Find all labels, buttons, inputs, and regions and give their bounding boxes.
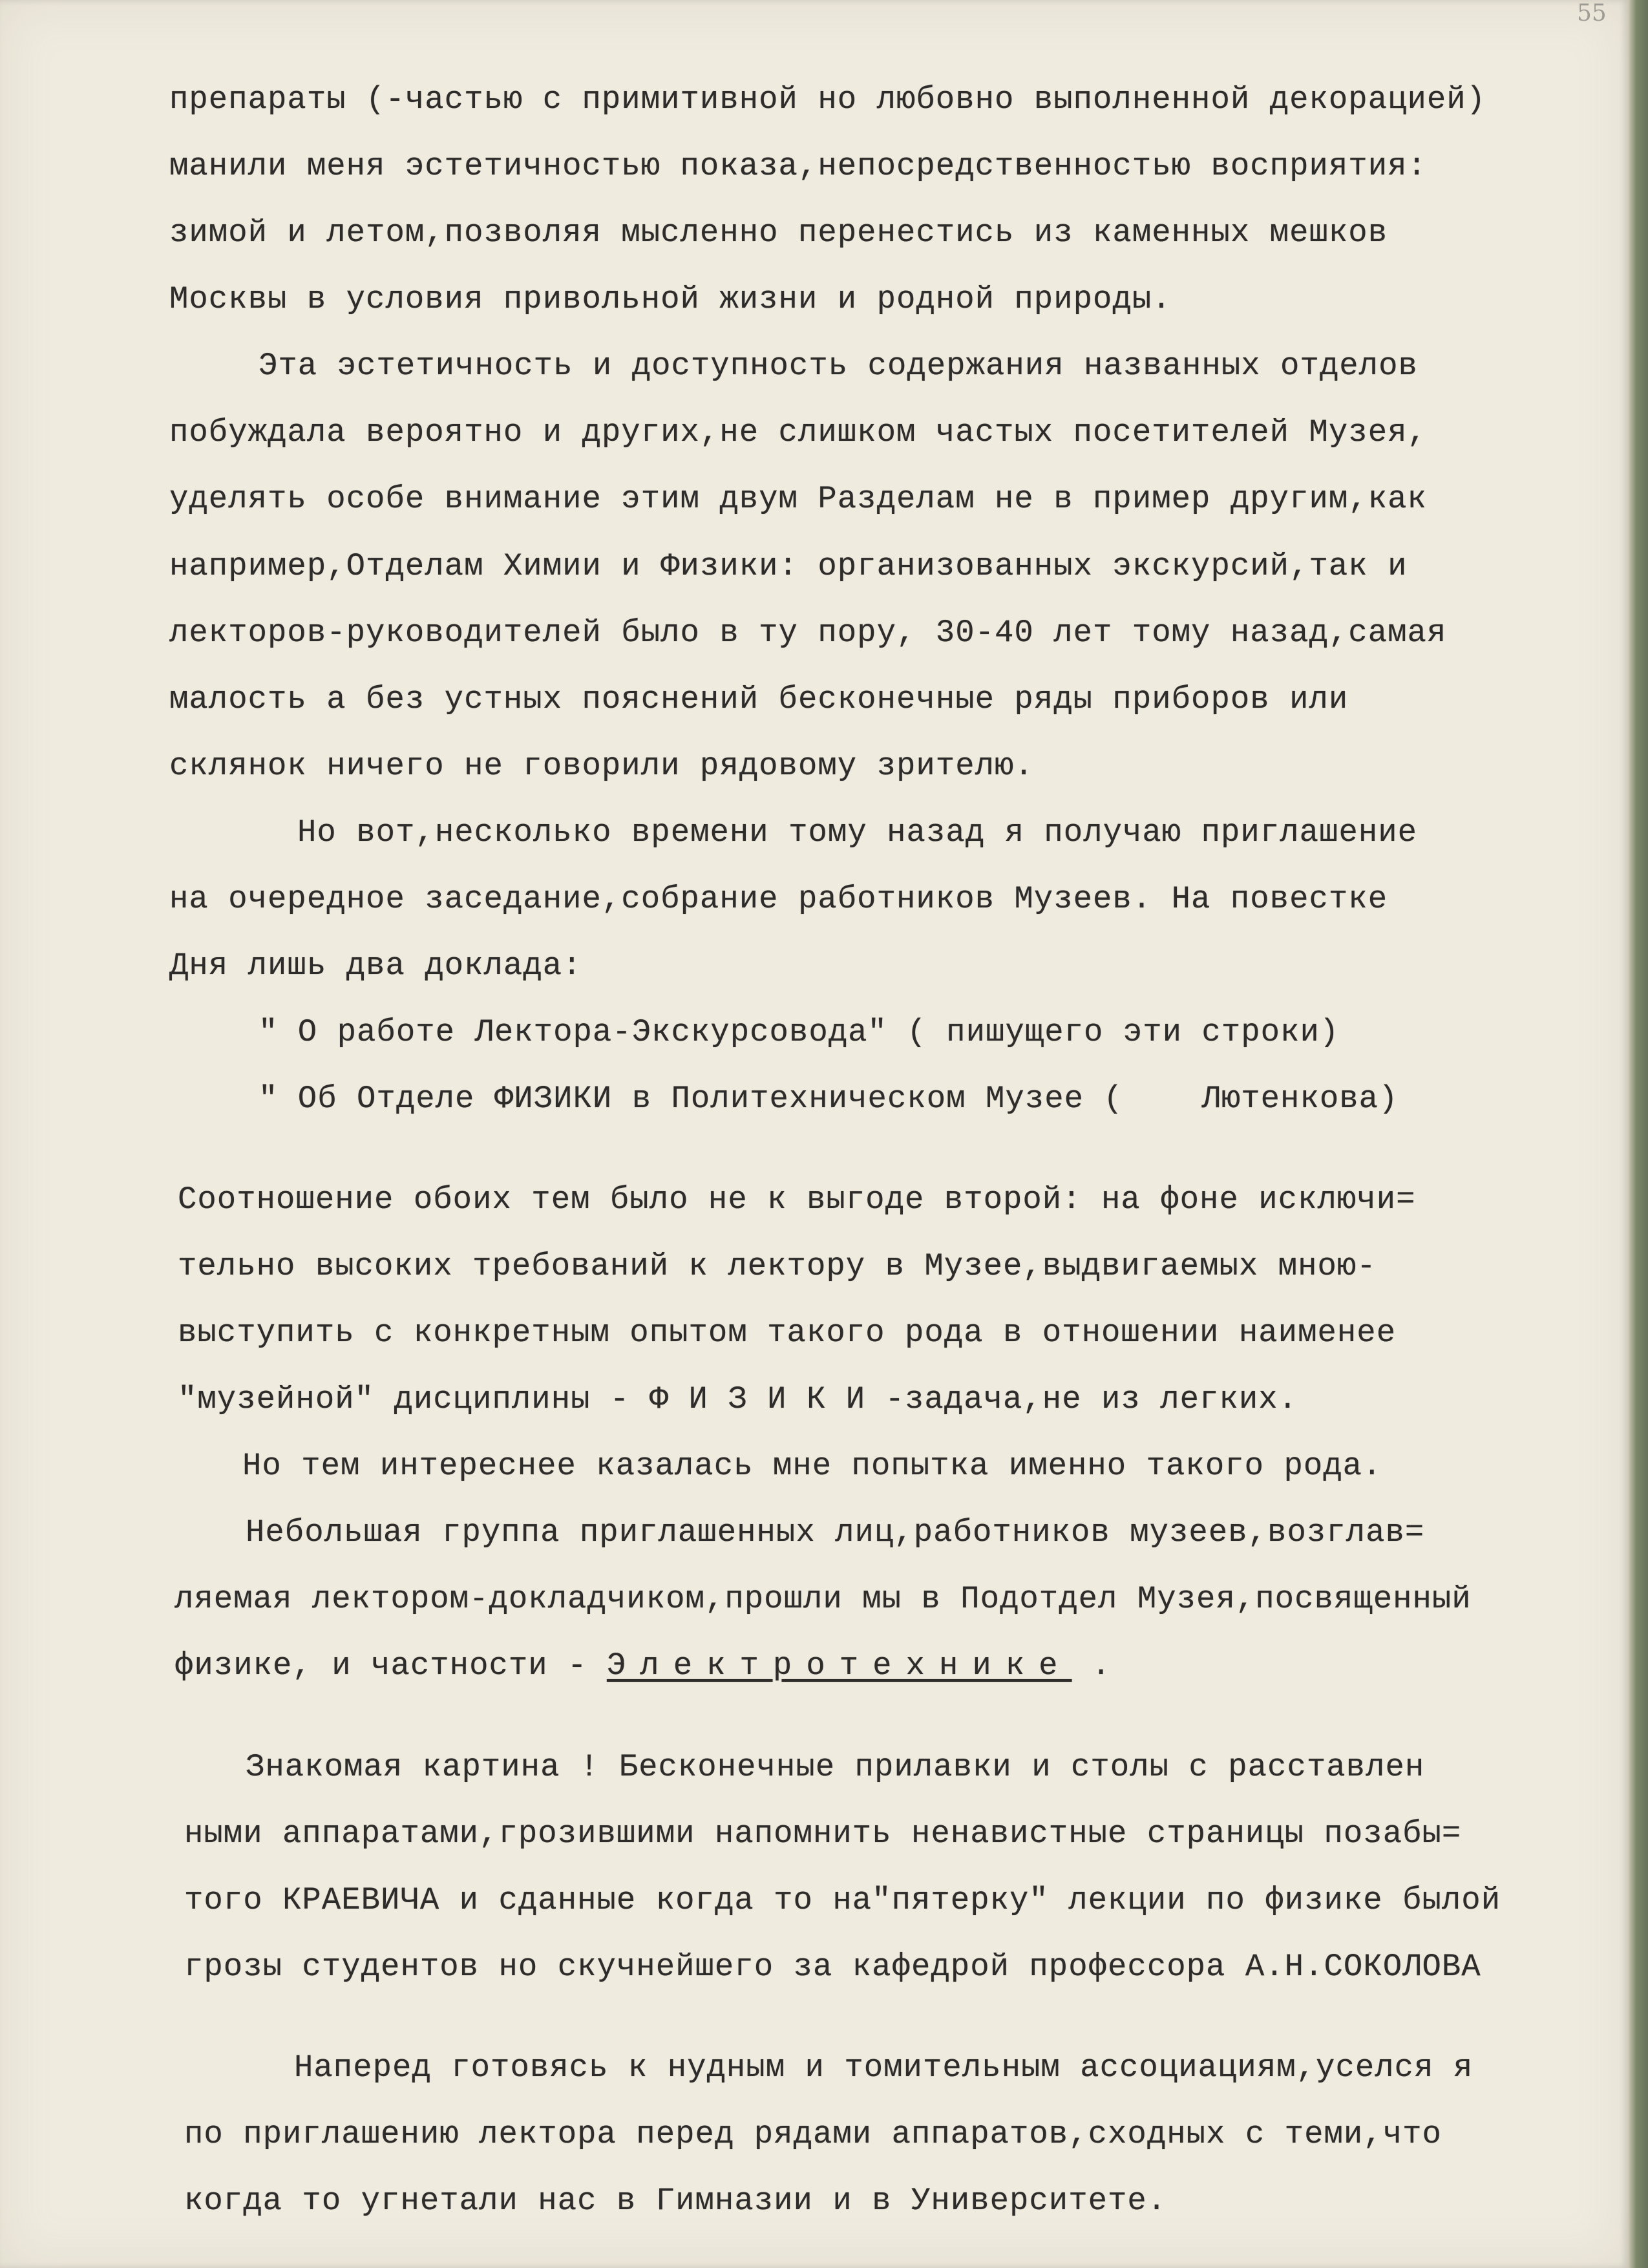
text-line: "музейной" дисциплины - Ф И З И К И -задача,не из легких. bbox=[178, 1381, 1298, 1417]
text-line: малость а без устных пояснений бесконечные ряды приборов или bbox=[169, 681, 1349, 717]
text-line: склянок ничего не говорили рядовому зрителю. bbox=[169, 748, 1034, 784]
text-line: того КРАЕВИЧА и сданные когда то на"пятерку" лекции по физике былой bbox=[184, 1882, 1501, 1918]
text-line: по приглашению лектора перед рядами аппаратов,сходных с теми,что bbox=[184, 2116, 1442, 2152]
emphasized-word: Электротехнике bbox=[606, 1648, 1072, 1684]
text-line: Соотношение обоих тем было не к выгоде второй: на фоне исключи= bbox=[178, 1182, 1416, 1218]
agenda-item: " О работе Лектора-Экскурсовода" ( пишущего эти строки) bbox=[259, 1014, 1340, 1050]
text-line: например,Отделам Химии и Физики: организованных экскурсий,так и bbox=[169, 548, 1408, 584]
text-line: ными аппаратами,грозившими напомнить ненавистные страницы позабы= bbox=[184, 1816, 1462, 1852]
text-line: уделять особе внимание этим двум Разделам не в пример другим,как bbox=[169, 481, 1427, 517]
text-line bbox=[174, 1650, 1111, 1682]
text-line: Наперед готовясь к нудным и томительным ассоциациям,уселся я bbox=[294, 2050, 1474, 2086]
text-line: лекторов-руководителей было в ту пору, 30-40 лет тому назад,самая bbox=[169, 615, 1447, 651]
scan-background-edge bbox=[1629, 0, 1648, 2268]
text-line: Дня лишь два доклада: bbox=[169, 948, 582, 984]
text-line: манили меня эстетичностью показа,непосредственностью восприятия: bbox=[169, 148, 1427, 184]
text-line: грозы студентов но скучнейшего за кафедрой профессора А.Н.СОКОЛОВА bbox=[184, 1949, 1481, 1985]
text-line: Но тем интереснее казалась мне попытка именно такого рода. bbox=[242, 1448, 1382, 1484]
text-span: физике, и частности - bbox=[174, 1648, 607, 1684]
page-number: 55 bbox=[1577, 0, 1607, 26]
text-line: когда то угнетали нас в Гимназии и в Университете. bbox=[184, 2183, 1167, 2219]
text-line: Эта эстетичность и доступность содержания названных отделов bbox=[259, 348, 1418, 384]
text-line: тельно высоких требований к лектору в Музее,выдвигаемых мною- bbox=[178, 1248, 1377, 1284]
agenda-item: " Об Отделе ФИЗИКИ в Политехническом Музее ( Лютенкова) bbox=[259, 1081, 1399, 1117]
text-line: Небольшая группа приглашенных лиц,работников музеев,возглав= bbox=[246, 1514, 1425, 1551]
text-line: препараты (-частью с примитивной но любовно выполненной декорацией) bbox=[169, 81, 1486, 118]
text-line: ляемая лектором-докладчиком,прошли мы в Подотдел Музея,посвященный bbox=[174, 1581, 1472, 1617]
text-line: Но вот,несколько времени тому назад я получаю приглашение bbox=[297, 814, 1418, 851]
text-line: побуждала вероятно и других,не слишком частых посетителей Музея, bbox=[169, 414, 1427, 450]
text-line: на очередное заседание,собрание работников Музеев. На повестке bbox=[169, 881, 1388, 917]
text-line: выступить с конкретным опытом такого рода в отношении наименее bbox=[178, 1315, 1397, 1351]
text-span: . bbox=[1072, 1648, 1112, 1684]
text-line: Москвы в условия привольной жизни и родной природы. bbox=[169, 281, 1172, 317]
text-line: зимой и летом,позволяя мысленно перенестись из каменных мешков bbox=[169, 215, 1388, 251]
text-line: Знакомая картина ! Бесконечные прилавки и столы с расставлен bbox=[246, 1749, 1425, 1785]
